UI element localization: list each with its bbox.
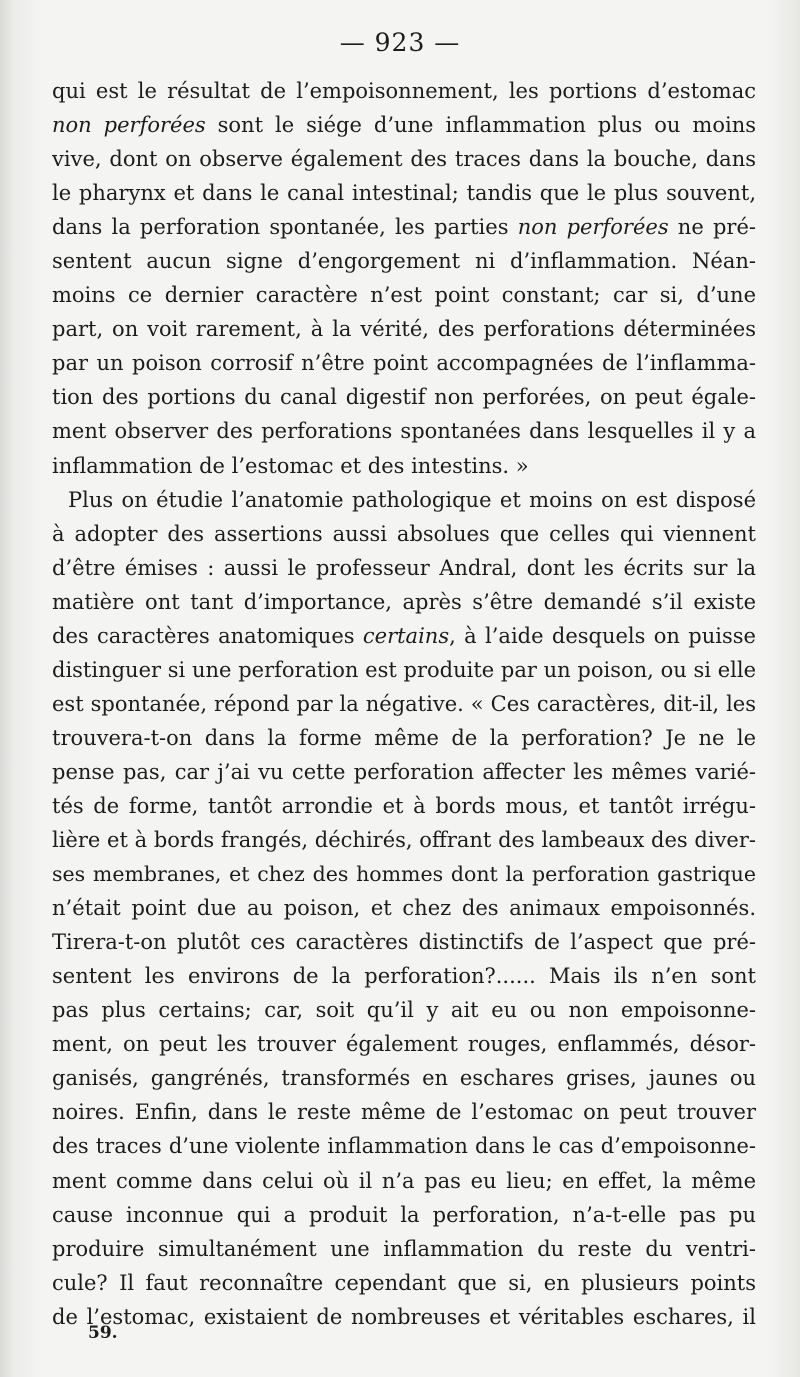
text-line: Tirera-t-on plutôt ces caractères distinctifs de l’aspect que pré- [52,930,756,955]
text-line: ment, on peut les trouver également rouges, enflammés, désor- [52,1032,756,1057]
text-line: à adopter des assertions aussi absolues que celles qui viennent [52,521,756,546]
text-line: distinguer si une perforation est produite par un poison, ou si elle [52,657,756,682]
text-line: matière ont tant d’importance, après s’être demandé s’il existe [52,589,756,614]
text-line: produire simultanément une inflammation du reste du ventri- [52,1236,756,1261]
text-line: par un poison corrosif n’être point accompagnées de l’inflamma- [52,351,756,376]
text-line: sentent les environs de la perforation?...... Mais ils n’en sont [52,964,756,989]
text-line: n’était point due au poison, et chez des animaux empoisonnés. [52,896,756,921]
text-line: trouvera-t-on dans la forme même de la perforation? Je ne le [52,725,756,750]
text-line: part, on voit rarement, à la vérité, des perforations déterminées [52,317,756,342]
text-line: d’être émises : aussi le professeur Andral, dont les écrits sur la [52,555,756,580]
signature-mark: 59. [88,1323,118,1343]
text-line: ses membranes, et chez des hommes dont la perforation gastrique [52,862,756,887]
text-line: inflammation de l’estomac et des intestins. » [52,453,529,478]
page-number: — 923 — [339,28,461,57]
text-line: tés de forme, tantôt arrondie et à bords mous, et tantôt irrégu- [52,793,756,818]
text-line: tion des portions du canal digestif non perforées, on peut égale- [52,385,756,410]
text-line: cause inconnue qui a produit la perforation, n’a-t-elle pas pu [52,1202,756,1227]
text-line: le pharynx et dans le canal intestinal; tandis que le plus souvent, [52,181,756,206]
text-line: lière et à bords frangés, déchirés, offrant des lambeaux des diver- [52,828,756,853]
text-line: dans la perforation spontanée, les parties non perforées ne pré- [52,215,756,240]
text-line: des caractères anatomiques certains, à l’aide desquels on puisse [52,623,756,648]
text-line: ment observer des perforations spontanées dans lesquelles il y a [52,419,756,444]
text-line: ment comme dans celui où il n’a pas eu lieu; en effet, la même [52,1168,756,1193]
paragraph-start-line: Plus on étudie l’anatomie pathologique et moins on est disposé [68,487,756,512]
body-text [52,74,756,1334]
text-line: cule? Il faut reconnaître cependant que si, en plusieurs points [52,1270,756,1295]
text-line: pas plus certains; car, soit qu’il y ait eu ou non empoisonne- [52,998,756,1023]
text-line: pense pas, car j’ai vu cette perforation affecter les mêmes varié- [52,759,756,784]
text-line: non perforées sont le siége d’une inflammation plus ou moins [52,113,756,138]
text-line: est spontanée, répond par la négative. « Ces caractères, dit-il, les [52,691,756,716]
text-line: des traces d’une violente inflammation dans le cas d’empoisonne- [52,1134,756,1159]
text-line: sentent aucun signe d’engorgement ni d’inflammation. Néan- [52,249,756,274]
text-line: vive, dont on observe également des traces dans la bouche, dans [52,147,756,172]
text-line: de l’estomac, existaient de nombreuses et véritables eschares, il [52,1304,756,1329]
text-line: ganisés, gangrénés, transformés en eschares grises, jaunes ou [52,1066,756,1091]
text-line: moins ce dernier caractère n’est point constant; car si, d’une [52,283,756,308]
text-line: qui est le résultat de l’empoisonnement, les portions d’estomac [52,79,756,103]
text-line: noires. Enfin, dans le reste même de l’estomac on peut trouver [52,1100,756,1125]
